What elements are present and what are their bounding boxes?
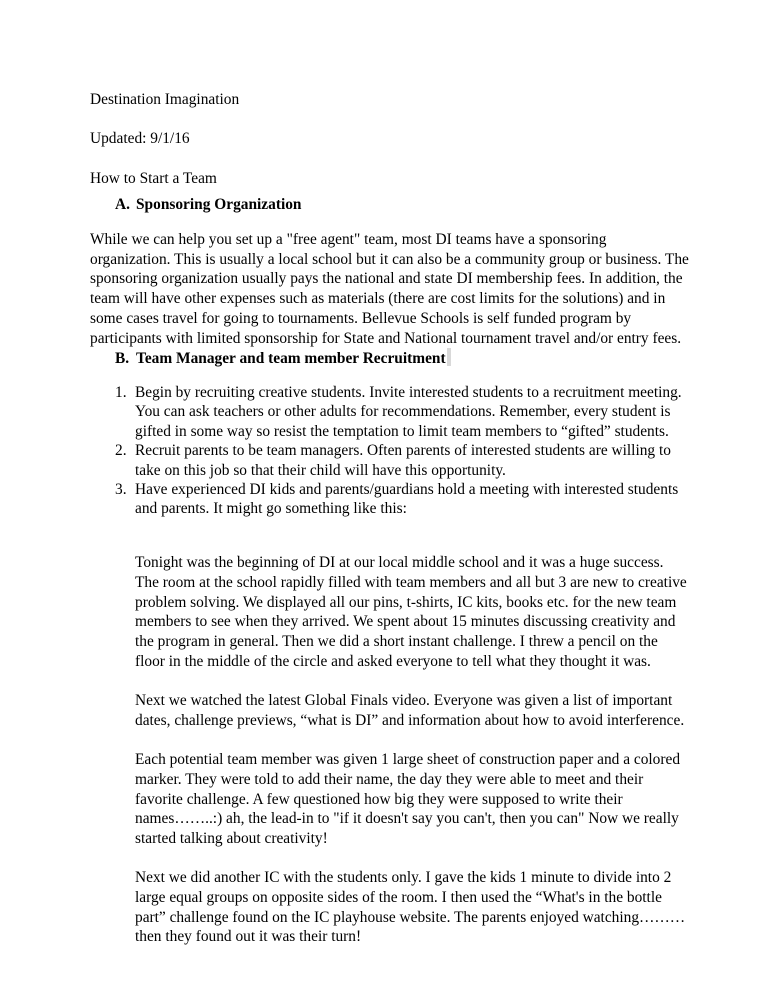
- list-item: [115, 480, 690, 519]
- list-item: [115, 441, 690, 480]
- section-b-heading: [115, 348, 451, 369]
- section-b-title: Team Manager and team member Recruitment: [136, 350, 446, 367]
- story-paragraph: Tonight was the beginning of DI at our local middle school and it was a huge success. The room at the school rapidly filled with team members and all but 3 are new to creative problem solving. We displayed all our pins, t-shirts, IC kits, books etc. for the new team members to see when they arrived. We spent about 15 minutes discussing creativity and the program in general. Then we did a short instant challenge. I threw a pencil on the floor in the middle of the circle and asked everyone to tell what they thought it was.: [135, 554, 687, 670]
- updated-date: Updated: 9/1/16: [90, 130, 190, 147]
- section-a-title: Sponsoring Organization: [136, 196, 302, 213]
- document-subtitle: How to Start a Team: [90, 170, 217, 187]
- list-item: [115, 383, 690, 441]
- list-item-number: 3.: [115, 481, 127, 499]
- recruitment-steps-list: [115, 383, 690, 519]
- list-item-number: 1.: [115, 384, 127, 401]
- story-paragraph: Next we watched the latest Global Finals video. Everyone was given a list of important dates, challenge previews, “what is DI” and information about how to avoid interference.: [135, 692, 685, 729]
- story-paragraph: Each potential team member was given 1 large sheet of construction paper and a colored marker. They were told to add their name, the day they were able to meet and their favorite challenge. A few questioned how big they were supposed to write their names……..:) ah, the lead-in to "if it doesn't say you can't, then you can" Now we really started talking about creativity!: [135, 751, 681, 848]
- list-item-text: Have experienced DI kids and parents/guardians hold a meeting with interested students and parents. It might go something like this:: [135, 481, 679, 518]
- story-paragraph: Next we did another IC with the students only. I gave the kids 1 minute to divide into 2 large equal groups on opposite sides of the room. I then used the “What's in the bottle part” challenge found on the IC playhouse website. The parents enjoyed watching………then they found out it was their turn!: [135, 869, 686, 946]
- section-a-letter: A.: [115, 196, 130, 213]
- list-item-number: 2.: [115, 442, 127, 460]
- section-a-heading: [115, 195, 301, 215]
- document-title: Destination Imagination: [90, 91, 240, 108]
- list-item-text: Begin by recruiting creative students. Invite interested students to a recruitment meeting. You can ask teachers or other adults for recommendations. Remember, every student is gifted in some way so resist the temptation to limit team members to “gifted” students.: [135, 384, 682, 440]
- text-cursor-mark: [447, 348, 451, 366]
- section-b-letter: B.: [115, 350, 130, 367]
- section-a-body: While we can help you set up a "free agent" team, most DI teams have a sponsoring organization. This is usually a local school but it can also be a community group or business. The sponsoring organization usually pays the national and state DI membership fees. In addition, the team will have other expenses such as materials (there are cost limits for the solutions) and in some cases travel for going to tournaments. Bellevue Schools is self funded program by participants with limited sponsorship for State and National tournament travel and/or entry fees.: [90, 231, 689, 347]
- list-item-text: Recruit parents to be team managers. Often parents of interested students are willing to take on this job so that their child will have this opportunity.: [135, 442, 671, 479]
